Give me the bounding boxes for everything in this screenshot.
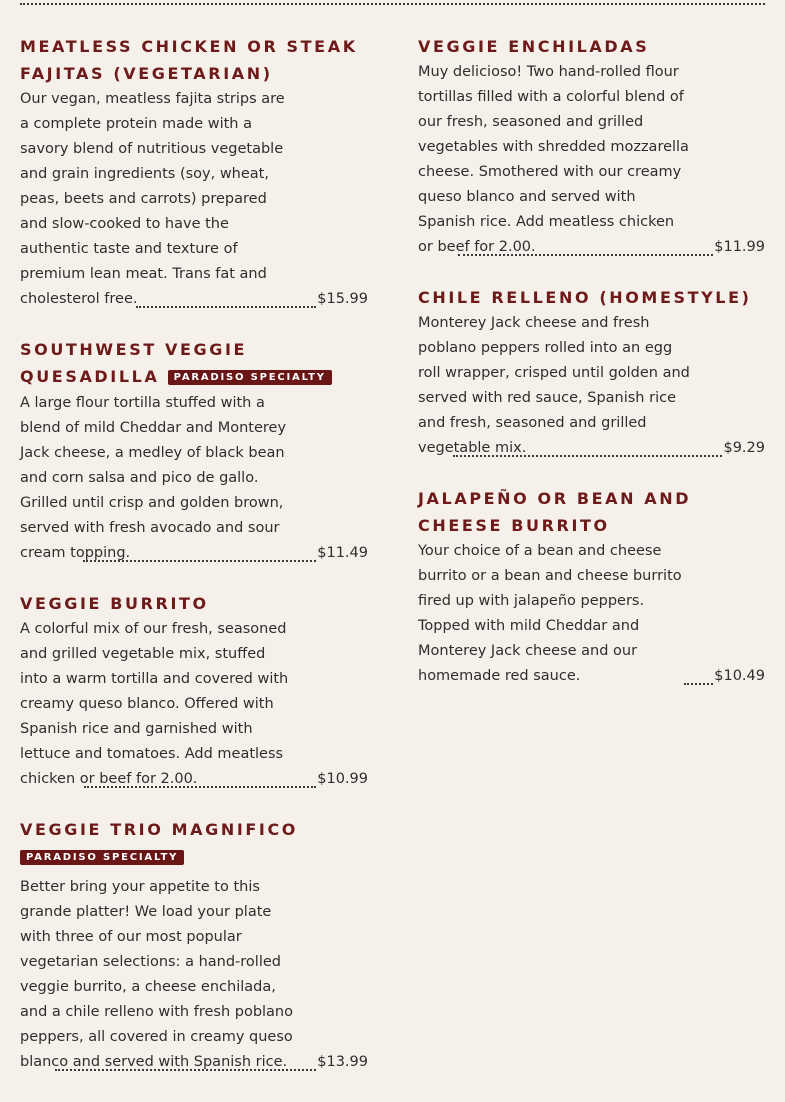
menu-item-description: Your choice of a bean and cheese burrito or a bean and cheese burrito fired up with jalapeño peppers. Topped with mild Cheddar and Monterey Jack cheese and our homemade red sauce. [418,543,682,684]
menu-item-description-row [20,617,368,792]
menu-item [20,336,368,566]
menu-item-name: VEGGIE ENCHILADAS [418,37,650,56]
menu-column-right [418,33,765,713]
menu-item-description-row [418,539,765,689]
menu-item [20,33,368,312]
menu-item-price: $15.99 [317,291,368,307]
price-leader-dots [458,253,713,256]
menu-item-description-row [20,87,368,312]
menu-item-price: $11.99 [714,239,765,255]
menu-column-left [20,33,368,1099]
menu-item-price: $11.49 [317,545,368,561]
menu-item-description-row [418,60,765,260]
menu-item-name: VEGGIE BURRITO [20,594,209,613]
menu-item [418,33,765,260]
menu-item [20,590,368,792]
menu-item-description: Monterey Jack cheese and fresh poblano peppers rolled into an egg roll wrapper, crisped until golden and served with red sauce, Spanish rice and fresh, seasoned and grilled vegetable mix. [418,315,690,456]
price-leader-dots [83,559,316,562]
menu-item-description-row [418,311,765,461]
menu-item [418,284,765,461]
menu-item-price: $9.29 [723,440,765,456]
menu-item-name: VEGGIE TRIO MAGNIFICO PARADISO SPECIALTY [20,820,298,863]
menu-item-price: $10.99 [317,771,368,787]
menu-item-name: SOUTHWEST VEGGIE QUESADILLA PARADISO SPECIALTY [20,336,368,391]
menu-item-name: MEATLESS CHICKEN OR STEAK FAJITAS (VEGETARIAN) [20,37,358,83]
menu-item-price: $13.99 [317,1054,368,1070]
menu-item-description: Our vegan, meatless fajita strips are a complete protein made with a savory blend of nutritious vegetable and grain ingredients (soy, wheat, peas, beets and carrots) prepared and slow-cooked to have the authentic taste and texture of premium lean meat. Trans fat and cholesterol free. [20,91,285,307]
specialty-badge: PARADISO SPECIALTY [168,370,332,385]
menu-item-description: A colorful mix of our fresh, seasoned and grilled vegetable mix, stuffed into a warm tortilla and covered with creamy queso blanco. Offered with Spanish rice and garnished with lettuce and tomatoes. Add meatless chicken or beef for 2.00. [20,621,289,787]
menu-item-price: $10.49 [714,668,765,684]
top-dotted-rule [20,0,765,5]
price-leader-dots [136,305,316,308]
menu-item-description: Better bring your appetite to this grande platter! We load your plate with three of our most popular vegetarian selections: a hand-rolled veggie burrito, a cheese enchilada, and a chile relleno with fresh poblano peppers, all covered in creamy queso blanco and served with Spanish rice. [20,879,293,1070]
menu-item-description-row [20,391,368,566]
price-leader-dots [453,454,722,457]
menu-item-description: A large flour tortilla stuffed with a blend of mild Cheddar and Monterey Jack cheese, a medley of black bean and corn salsa and pico de gallo. Grilled until crisp and golden brown, served with fresh avocado and sour cream topping. [20,395,287,561]
price-leader-dots [55,1068,316,1071]
menu-item-description: Muy delicioso! Two hand-rolled flour tortillas filled with a colorful blend of our fresh, seasoned and grilled vegetables with shredded mozzarella cheese. Smothered with our creamy queso blanco and served with Spanish rice. Add meatless chicken or beef for 2.00. [418,64,689,255]
menu-item-name: CHILE RELLENO (HOMESTYLE) [418,288,752,307]
menu-item-description-row [20,875,368,1075]
price-leader-dots [684,682,713,685]
menu-item-name: JALAPEÑO OR BEAN AND CHEESE BURRITO [418,489,692,535]
specialty-badge: PARADISO SPECIALTY [20,850,184,865]
price-leader-dots [84,785,316,788]
menu-item [418,485,765,689]
menu-item [20,816,368,1075]
